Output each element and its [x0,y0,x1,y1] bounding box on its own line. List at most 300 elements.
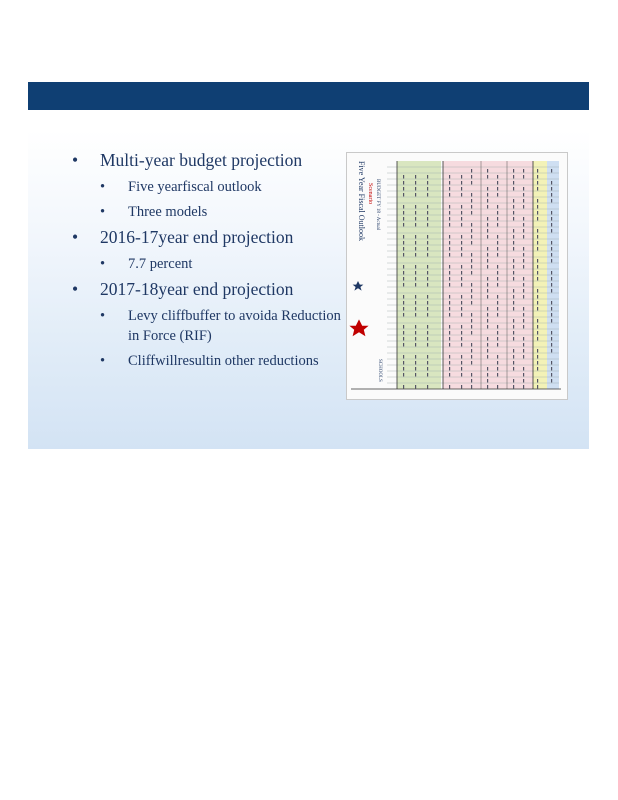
bullet-icon: • [100,353,106,369]
bullet-icon: • [72,150,79,170]
cell-value-mark [427,385,428,389]
cell-value-mark [497,385,498,389]
cell-value-mark [537,169,538,173]
cell-value-mark [427,235,428,239]
cell-value-mark [487,385,488,389]
cell-value-mark [487,253,488,257]
cell-value-mark [523,313,524,317]
cell-value-mark [415,187,416,191]
cell-value-mark [427,211,428,215]
cell-value-mark [471,235,472,239]
cell-value-mark [403,265,404,269]
cell-value-mark [461,367,462,371]
cell-value-mark [471,325,472,329]
cell-value-mark [449,217,450,221]
cell-value-mark [551,343,552,347]
cell-value-mark [551,289,552,293]
cell-value-mark [427,253,428,257]
cell-value-mark [427,337,428,341]
cell-value-mark [523,343,524,347]
cell-value-mark [551,247,552,251]
bullet-icon: • [100,204,106,220]
cell-value-mark [487,295,488,299]
thumbnail-subtitle: Scenario [367,183,373,204]
cell-value-mark [497,313,498,317]
cell-value-mark [461,193,462,197]
cell-value-mark [471,349,472,353]
cell-value-mark [497,205,498,209]
cell-value-mark [523,199,524,203]
cell-value-mark [513,385,514,389]
cell-value-mark [471,205,472,209]
cell-value-mark [537,199,538,203]
cell-value-mark [487,313,488,317]
cell-value-mark [523,373,524,377]
cell-value-mark [427,247,428,251]
cell-value-mark [513,379,514,383]
cell-value-mark [537,355,538,359]
cell-value-mark [523,229,524,233]
cell-value-mark [449,295,450,299]
cell-value-mark [487,265,488,269]
cell-value-mark [497,325,498,329]
cell-value-mark [461,325,462,329]
cell-value-mark [523,283,524,287]
cell-value-mark [513,259,514,263]
cell-value-mark [537,247,538,251]
cell-value-mark [523,217,524,221]
sub-bullet-text: Levy cliffbuffer to avoida Reduction in Force (RIF) [128,308,341,344]
cell-value-mark [497,187,498,191]
cell-value-mark [403,277,404,281]
cell-value-mark [403,337,404,341]
cell-value-mark [551,223,552,227]
cell-value-mark [487,175,488,179]
cell-value-mark [427,355,428,359]
cell-value-mark [461,301,462,305]
cell-value-mark [427,277,428,281]
cell-value-mark [523,193,524,197]
cell-value-mark [427,325,428,329]
cell-value-mark [461,223,462,227]
cell-value-mark [487,169,488,173]
cell-value-mark [403,187,404,191]
cell-value-mark [487,223,488,227]
cell-value-mark [551,277,552,281]
cell-value-mark [551,373,552,377]
cell-value-mark [403,367,404,371]
cell-value-mark [415,205,416,209]
cell-value-mark [487,193,488,197]
cell-value-mark [449,253,450,257]
cell-value-mark [415,223,416,227]
bullet-icon: • [100,256,106,272]
sub-bullet-percent [72,254,342,274]
cell-value-mark [523,289,524,293]
cell-value-mark [487,289,488,293]
cell-value-mark [551,283,552,287]
cell-value-mark [415,247,416,251]
cell-value-mark [497,181,498,185]
cell-value-mark [427,175,428,179]
cell-value-mark [471,259,472,263]
cell-value-mark [415,385,416,389]
cell-value-mark [403,283,404,287]
cell-value-mark [471,331,472,335]
cell-value-mark [449,367,450,371]
cell-value-mark [471,265,472,269]
sub-bullet-levy-cliff [72,306,342,346]
cell-value-mark [449,181,450,185]
cell-value-mark [449,223,450,227]
cell-value-mark [461,175,462,179]
cell-value-mark [403,175,404,179]
cell-value-mark [427,361,428,365]
cell-value-mark [449,265,450,269]
cell-value-mark [497,241,498,245]
cell-value-mark [537,187,538,191]
cell-value-mark [427,295,428,299]
cell-value-mark [415,217,416,221]
cell-value-mark [551,319,552,323]
cell-value-mark [415,361,416,365]
cell-value-mark [427,205,428,209]
cell-value-mark [551,337,552,341]
sub-bullet-text: Three models [128,204,208,220]
cell-value-mark [537,235,538,239]
cell-value-mark [403,307,404,311]
cell-value-mark [523,259,524,263]
cell-value-mark [415,211,416,215]
cell-value-mark [513,217,514,221]
cell-value-mark [513,181,514,185]
cell-value-mark [415,241,416,245]
cell-value-mark [461,253,462,257]
cell-value-mark [487,349,488,353]
cell-value-mark [487,247,488,251]
cell-value-mark [523,295,524,299]
cell-value-mark [523,337,524,341]
cell-value-mark [415,337,416,341]
cell-value-mark [537,319,538,323]
cell-value-mark [537,265,538,269]
cell-value-mark [461,343,462,347]
cell-value-mark [461,247,462,251]
cell-value-mark [551,169,552,173]
cell-value-mark [449,313,450,317]
cell-value-mark [551,181,552,185]
cell-value-mark [497,343,498,347]
cell-value-mark [513,361,514,365]
cell-value-mark [471,211,472,215]
cell-value-mark [551,193,552,197]
cell-value-mark [523,223,524,227]
cell-value-mark [537,217,538,221]
cell-value-mark [497,247,498,251]
cell-value-mark [551,217,552,221]
cell-value-mark [403,205,404,209]
cell-value-mark [513,205,514,209]
cell-value-mark [471,271,472,275]
cell-value-mark [497,361,498,365]
cell-value-mark [449,331,450,335]
cell-value-mark [471,355,472,359]
cell-value-mark [523,367,524,371]
cell-value-mark [415,301,416,305]
cell-value-mark [449,337,450,341]
cell-value-mark [513,277,514,281]
cell-value-mark [551,379,552,383]
cell-value-mark [471,181,472,185]
bullet-text: 2016-17year end projection [100,227,294,247]
cell-value-mark [537,175,538,179]
cell-value-mark [551,211,552,215]
cell-value-mark [537,331,538,335]
cell-value-mark [523,277,524,281]
cell-value-mark [497,175,498,179]
cell-value-mark [513,247,514,251]
cell-value-mark [497,277,498,281]
cell-value-mark [403,325,404,329]
cell-value-mark [461,307,462,311]
cell-value-mark [523,379,524,383]
cell-value-mark [537,307,538,311]
cell-value-mark [449,355,450,359]
fiscal-outlook-thumbnail [346,152,568,400]
cell-value-mark [461,265,462,269]
cell-value-mark [461,217,462,221]
cell-value-mark [497,223,498,227]
cell-value-mark [415,175,416,179]
cell-value-mark [513,211,514,215]
bullet-2016-17 [72,227,342,247]
cell-value-mark [415,253,416,257]
cell-value-mark [551,349,552,353]
cell-value-mark [513,169,514,173]
cell-value-mark [415,235,416,239]
cell-value-mark [551,307,552,311]
cell-value-mark [537,241,538,245]
cell-value-mark [449,241,450,245]
cell-value-mark [403,235,404,239]
cell-value-mark [537,211,538,215]
cell-value-mark [471,373,472,377]
cell-value-mark [487,355,488,359]
cell-value-mark [537,367,538,371]
cell-value-mark [497,373,498,377]
cell-value-mark [497,283,498,287]
cell-value-mark [513,175,514,179]
sub-bullet-three-models [72,202,342,222]
cell-value-mark [523,349,524,353]
cell-value-mark [487,187,488,191]
cell-value-mark [427,343,428,347]
cell-value-mark [471,175,472,179]
cell-value-mark [487,205,488,209]
cell-value-mark [551,301,552,305]
cell-value-mark [403,271,404,275]
cell-value-mark [497,367,498,371]
cell-value-mark [487,229,488,233]
cell-value-mark [537,349,538,353]
cell-value-mark [523,265,524,269]
cell-value-mark [403,313,404,317]
cell-value-mark [537,259,538,263]
sub-bullet-text: Five yearfiscal outlook [128,179,262,195]
cell-value-mark [551,271,552,275]
cell-value-mark [513,301,514,305]
cell-value-mark [415,331,416,335]
cell-value-mark [415,277,416,281]
cell-value-mark [449,325,450,329]
cell-value-mark [471,343,472,347]
bullet-icon: • [100,308,106,324]
cell-value-mark [415,367,416,371]
cell-value-mark [427,331,428,335]
cell-value-mark [513,199,514,203]
cell-value-mark [471,289,472,293]
cell-value-mark [497,331,498,335]
cell-value-mark [487,283,488,287]
cell-value-mark [497,193,498,197]
sub-bullet-cliff-reductions [72,351,342,371]
cell-value-mark [415,181,416,185]
cell-value-mark [403,343,404,347]
logo-text: SCHOOLS [377,359,382,382]
cell-value-mark [497,271,498,275]
cell-value-mark [551,367,552,371]
cell-value-mark [461,361,462,365]
cell-value-mark [427,241,428,245]
cell-value-mark [537,379,538,383]
cell-value-mark [449,301,450,305]
sub-bullet-text: 7.7 percent [128,256,193,272]
cell-value-mark [537,385,538,389]
cell-value-mark [403,217,404,221]
cell-value-mark [513,325,514,329]
cell-value-mark [551,361,552,365]
cell-value-mark [513,271,514,275]
cell-value-mark [513,229,514,233]
cell-value-mark [427,265,428,269]
cell-value-mark [537,271,538,275]
cell-value-mark [449,277,450,281]
cell-value-mark [551,187,552,191]
cell-value-mark [403,241,404,245]
cell-value-mark [403,373,404,377]
cell-value-mark [461,313,462,317]
cell-value-mark [513,367,514,371]
cell-value-mark [523,253,524,257]
cell-value-mark [523,325,524,329]
cell-value-mark [415,343,416,347]
cell-value-mark [461,331,462,335]
cell-value-mark [537,205,538,209]
cell-value-mark [461,241,462,245]
cell-value-mark [523,247,524,251]
cell-value-mark [487,259,488,263]
cell-value-mark [487,373,488,377]
cell-value-mark [551,229,552,233]
cell-value-mark [403,295,404,299]
cell-value-mark [471,199,472,203]
thumbnail-title: Five Year Fiscal Outlook [357,161,366,241]
cell-value-mark [471,229,472,233]
bullet-2017-18 [72,279,342,299]
cell-value-mark [403,301,404,305]
cell-value-mark [487,367,488,371]
cell-value-mark [461,187,462,191]
cell-value-mark [403,385,404,389]
cell-value-mark [513,235,514,239]
cell-value-mark [487,325,488,329]
cell-value-mark [427,187,428,191]
cell-value-mark [449,175,450,179]
cell-value-mark [487,235,488,239]
cell-value-mark [471,193,472,197]
cell-value-mark [471,253,472,257]
cell-value-mark [523,355,524,359]
cell-value-mark [415,193,416,197]
cell-value-mark [523,307,524,311]
cell-value-mark [461,271,462,275]
cell-value-mark [497,301,498,305]
cell-value-mark [513,295,514,299]
sub-bullet-text: Cliffwillresultin other reductions [128,353,319,369]
cell-value-mark [415,373,416,377]
cell-value-mark [523,175,524,179]
cell-value-mark [449,271,450,275]
cell-value-mark [461,277,462,281]
cell-value-mark [471,313,472,317]
cell-value-mark [487,337,488,341]
cell-value-mark [415,307,416,311]
bullet-icon: • [72,227,79,247]
cell-value-mark [513,337,514,341]
cell-value-mark [537,361,538,365]
cell-value-mark [403,181,404,185]
cell-value-mark [551,253,552,257]
cell-value-mark [487,277,488,281]
cell-value-mark [471,295,472,299]
cell-value-mark [471,361,472,365]
cell-value-mark [523,205,524,209]
cell-value-mark [487,199,488,203]
cell-value-mark [427,271,428,275]
cell-value-mark [537,181,538,185]
cell-value-mark [497,265,498,269]
cell-value-mark [513,331,514,335]
cell-value-mark [471,169,472,173]
cell-value-mark [537,301,538,305]
cell-value-mark [461,355,462,359]
cell-value-mark [427,367,428,371]
cell-value-mark [449,205,450,209]
cell-value-mark [449,373,450,377]
cell-value-mark [497,235,498,239]
cell-value-mark [497,211,498,215]
cell-value-mark [471,241,472,245]
cell-value-mark [415,295,416,299]
cell-value-mark [403,247,404,251]
cell-value-mark [449,235,450,239]
cell-value-mark [427,283,428,287]
cell-value-mark [487,217,488,221]
cell-value-mark [427,181,428,185]
cell-value-mark [403,253,404,257]
cell-value-mark [513,349,514,353]
cell-value-mark [513,187,514,191]
